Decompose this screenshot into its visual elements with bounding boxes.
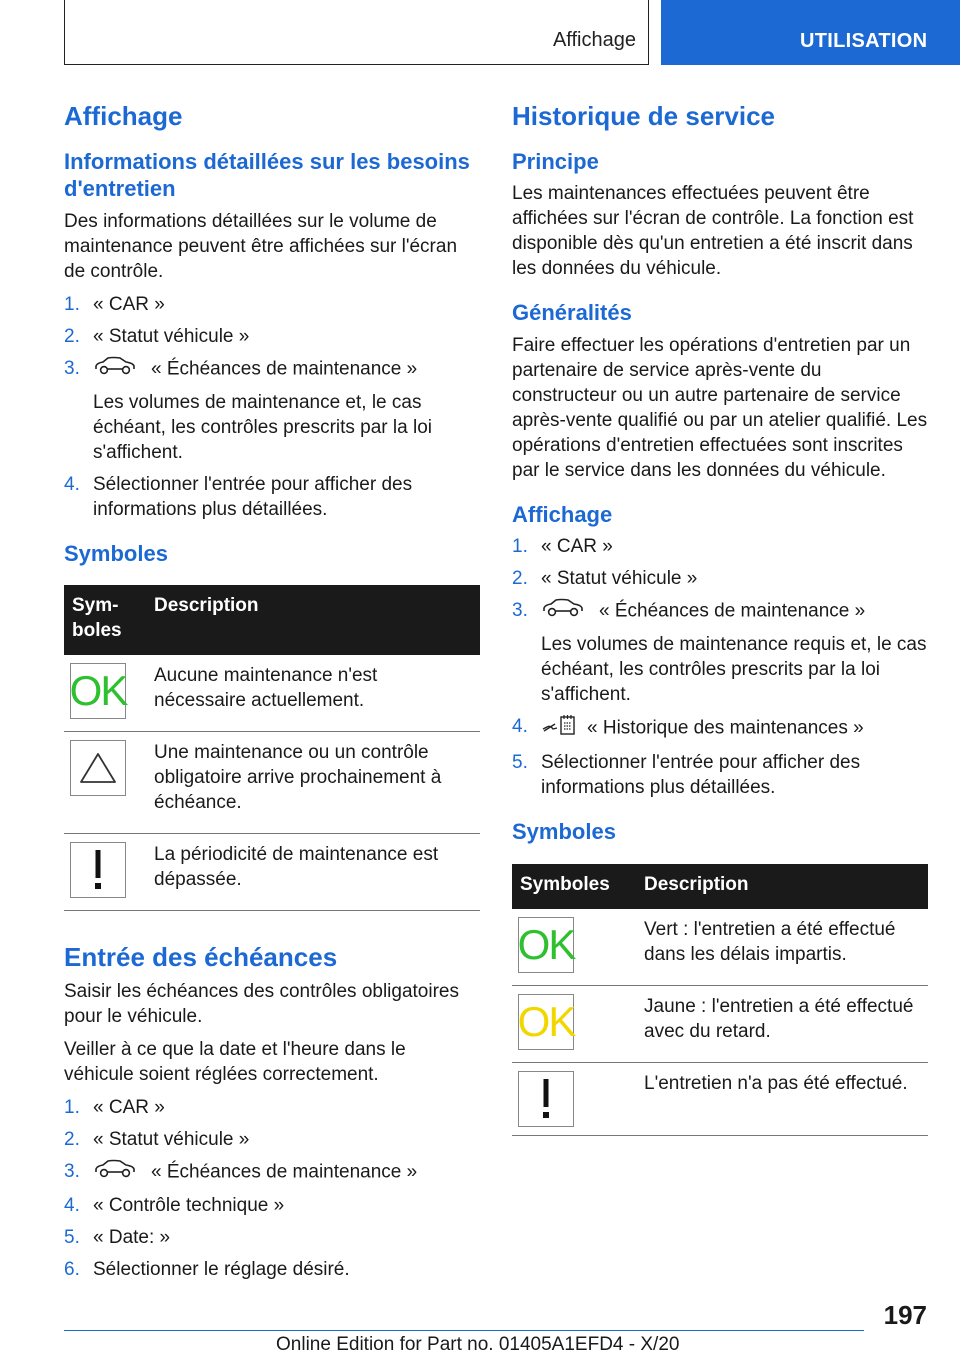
symbols-table-right [512,864,928,1136]
list-item: 5. « Date: » [64,1227,171,1249]
list-item: 3. « Échéances de maintenance » [64,1159,480,1186]
principle-paragraph: Les maintenances effectuées peuvent être affichées sur l'écran de contrôle. La fonction est disponible dès qu'un entretien a été inscrit dans les données du véhicule. [512,183,914,280]
list-item: 2. « Statut véhicule » [64,1129,250,1151]
table-row: L'entretien n'a pas été effectué. [512,1062,928,1135]
list-item: 6. Sélectionner le réglage désiré. [64,1259,350,1281]
ok-green-icon: OK [70,663,126,719]
general-paragraph: Faire effectuer les opérations d'entretien par un partenaire de service après-vente du constructeur ou un autre partenaire de service après-vente qualifié ou par un atelier qualifié. Les opérations d'entretien effectuées sont inscrites par le service dans les données du véhicule. [512,334,928,481]
entry-paragraph-2: Veiller à ce que la date et l'heure dans le véhicule soient réglées correctement. [64,1039,406,1086]
heading-symboles-left: Symboles [64,540,168,566]
col-header-description: Description [146,585,480,655]
table-row: OK Aucune maintenance n'est nécessaire actuellement. [64,655,480,732]
car-service-icon [541,598,585,625]
heading-informations-detaillees: Informations détaillées sur les besoins d'entretien [64,148,470,202]
table-row: OK Vert : l'entretien a été effectué dans les délais impartis. [512,909,928,986]
ok-green-icon: OK [518,917,574,973]
car-service-icon [93,1159,137,1186]
intro-paragraph: Des informations détaillées sur le volume de maintenance peuvent être affichées sur l'écran de contrôle. [64,210,458,282]
section-title-affichage: Affichage [64,101,183,131]
exclamation-icon [518,1071,574,1127]
heading-symboles-right: Symboles [512,819,616,845]
right-column [512,100,928,1136]
col-header-description: Description [636,864,928,909]
col-header-symbol: Sym-boles [64,585,146,655]
list-item: 3. « Échéances de maintenance » Les volumes de maintenance et, le cas échéant, les contrôles prescrits par la loi s'affichent. [64,357,432,463]
steps-list-entry [64,1095,480,1282]
header-section-title: Affichage [552,29,636,51]
list-item: 1. « CAR » [64,1097,165,1119]
heading-affichage-right: Affichage [512,501,613,527]
exclamation-icon [70,842,126,898]
list-item: 1. « CAR » [64,293,165,315]
list-item: 2. « Statut véhicule » [64,325,250,347]
footer-divider [64,1330,864,1331]
list-item: 3. « Échéances de maintenance » Les volumes de maintenance requis et, le cas échéant, les contrôles prescrits par la loi s'affichent. [512,600,927,706]
heading-entree-echeances: Entrée des échéances [64,942,338,973]
list-item: 4. Sélectionner l'entrée pour afficher des informations plus détaillées. [64,473,413,520]
table-row: Une maintenance ou un contrôle obligatoire arrive prochainement à échéance. [64,732,480,834]
header-chapter-tab: UTILISATION [661,0,960,65]
heading-generalites: Généralités [512,300,632,326]
heading-principe: Principe [512,148,599,174]
table-row: OK Jaune : l'entretien a été effectué avec du retard. [512,985,928,1062]
page-number: 197 [883,1300,927,1330]
list-item: 4. « Contrôle technique » [64,1195,285,1217]
list-item: 5. Sélectionner l'entrée pour afficher des informations plus détaillées. [512,752,861,799]
footer-edition: Online Edition for Part no. 01405A1EFD4 - X/20 [276,1334,680,1355]
left-column [64,100,480,1300]
ok-yellow-icon: OK [518,994,574,1050]
steps-list-history [512,534,928,800]
col-header-symbol: Symboles [512,864,636,909]
service-history-icon [541,714,577,743]
warning-triangle-icon [70,740,126,796]
entry-paragraph-1: Saisir les échéances des contrôles obligatoires pour le véhicule. [64,981,459,1028]
list-item: 4. « Historique des maintenances » [512,714,928,743]
steps-list-details [64,292,480,522]
symbols-table-left [64,585,480,911]
table-row: La périodicité de maintenance est dépassée. [64,834,480,911]
car-service-icon [93,356,137,383]
section-title-historique: Historique de service [512,101,775,131]
list-item: 2. « Statut véhicule » [512,568,698,590]
list-item: 1. « CAR » [512,536,613,558]
header-frame [64,0,649,65]
